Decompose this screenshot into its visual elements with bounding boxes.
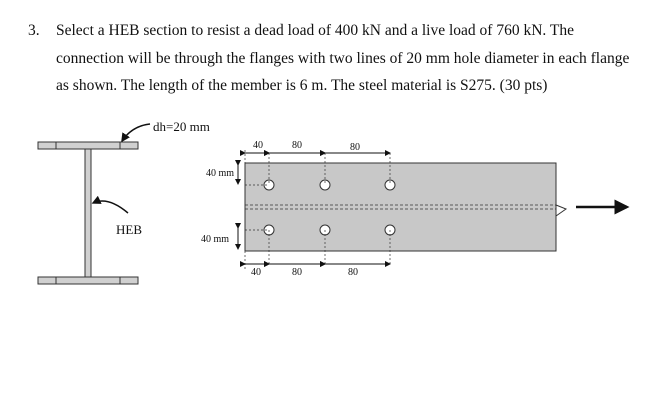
problem-text-line-2: connection will be through the flanges with two lines of 20 mm hole diameter in each flange xyxy=(56,50,630,67)
plate-end-break xyxy=(556,205,566,216)
heb-cross-section xyxy=(38,142,138,284)
edge-distance-top-label: 40 mm xyxy=(206,168,235,179)
hole-leader-arrow xyxy=(122,124,150,141)
heb-leader-arrow xyxy=(93,201,128,213)
top-flange xyxy=(38,142,138,149)
hole-diameter-label: dh=20 mm xyxy=(153,119,210,134)
spacing-bottom-1: 40 xyxy=(251,267,261,278)
spacing-top-2: 80 xyxy=(292,140,302,151)
member-plate xyxy=(245,163,556,251)
spacing-bottom-2: 80 xyxy=(292,267,302,278)
problem-text-line-1: Select a HEB section to resist a dead load of 400 kN and a live load of 760 kN. The xyxy=(56,22,574,39)
bottom-dimension xyxy=(245,264,390,278)
spacing-top-3: 80 xyxy=(350,142,360,153)
problem-text-line-3: as shown. The length of the member is 6 m. The steel material is S275. (30 pts) xyxy=(56,77,548,94)
spacing-bottom-3: 80 xyxy=(348,267,358,278)
problem-number: 3. xyxy=(28,22,40,39)
heb-label: HEB xyxy=(116,222,142,237)
web xyxy=(85,149,91,277)
spacing-top-1: 40 xyxy=(253,140,263,151)
top-dimension xyxy=(245,140,390,153)
bottom-flange xyxy=(38,277,138,284)
edge-distance-bottom-label: 40 mm xyxy=(201,234,230,245)
